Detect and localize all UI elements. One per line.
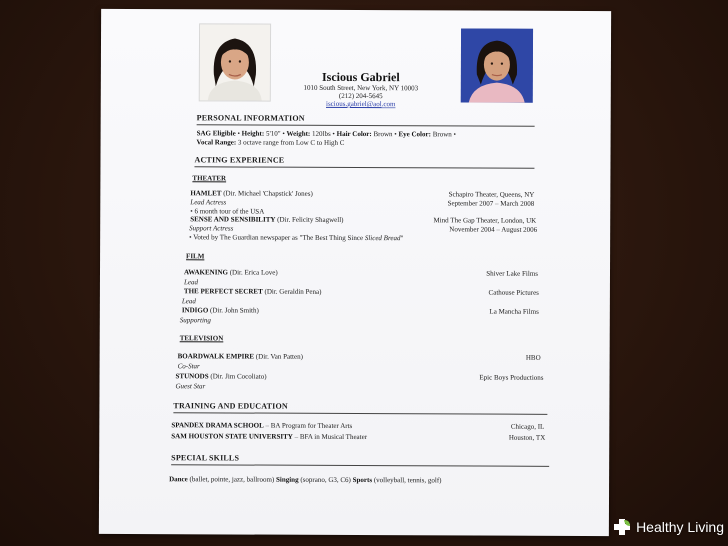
- special-skills-heading: SPECIAL SKILLS: [171, 453, 240, 463]
- tv-entry-title: BOARDWALK EMPIRE (Dir. Van Patten): [177, 352, 303, 361]
- training-entry: SAM HOUSTON STATE UNIVERSITY – BFA in Musical Theater: [171, 432, 368, 442]
- divider: [173, 412, 547, 415]
- divider: [197, 124, 535, 126]
- tv-entry-role: Guest Star: [175, 382, 206, 391]
- email-link[interactable]: iscious.gabriel@aol.com: [325, 99, 396, 109]
- film-entry-title: INDIGO (Dir. John Smith): [181, 306, 259, 315]
- theater-entry-role: Support Actress: [189, 224, 234, 233]
- phone-line: (212) 204-5645: [338, 91, 383, 101]
- plus-leaf-icon: [612, 517, 632, 537]
- healthy-living-watermark: [612, 514, 724, 540]
- film-entry-role: Lead: [181, 297, 196, 306]
- special-skills-line: Dance (ballet, pointe, jazz, ballroom) Singing (soprano, G3, C6) Sports (volleyball, tennis, golf): [169, 475, 442, 485]
- personal-info-heading: PERSONAL INFORMATION: [196, 113, 305, 123]
- training-heading: TRAINING AND EDUCATION: [173, 401, 288, 411]
- resume-name: Iscious Gabriel: [321, 69, 400, 85]
- film-entry-title: THE PERFECT SECRET (Dir. Geraldin Pena): [183, 287, 322, 296]
- resume-paper: [99, 9, 611, 536]
- theater-entry-venue: Mind The Gap Theater, London, UK: [433, 216, 537, 225]
- tv-entry-title: STUNODS (Dir. Jim Cocoliato): [175, 372, 267, 381]
- passport-photo: [461, 28, 533, 102]
- divider: [194, 166, 534, 168]
- training-entry-location: Chicago, IL: [510, 422, 545, 431]
- theater-entry-dates: November 2004 – August 2006: [449, 225, 538, 234]
- film-entry-company: Shiver Lake Films: [486, 269, 539, 278]
- television-subheading: TELEVISION: [179, 334, 224, 343]
- film-entry-role: Lead: [183, 278, 198, 287]
- theater-subheading: THEATER: [192, 174, 227, 183]
- theater-entry-dates: September 2007 – March 2008: [447, 199, 535, 208]
- address-line: 1010 South Street, New York, NY 10003: [303, 83, 419, 93]
- training-entry-location: Houston, TX: [508, 433, 546, 442]
- theater-entry-title: SENSE AND SENSIBILITY (Dir. Felicity Shagwell): [190, 215, 344, 224]
- personal-info-line-1: SAG Eligible • Height: 5'10" • Weight: 120lbs • Hair Color: Brown • Eye Color: Brown •: [196, 129, 456, 139]
- acting-experience-heading: ACTING EXPERIENCE: [194, 155, 285, 165]
- theater-entry-venue: Schapiro Theater, Queens, NY: [448, 190, 535, 199]
- film-entry-role: Supporting: [179, 316, 211, 325]
- theater-entry-note: • Voted by The Guardian newspaper as "The Best Thing Since Sliced Bread": [189, 233, 404, 243]
- theater-entry-role: Lead Actress: [190, 198, 227, 207]
- watermark-text: Healthy Living: [636, 519, 724, 535]
- tv-entry-company: HBO: [525, 353, 541, 362]
- film-entry-company: Cathouse Pictures: [488, 288, 539, 297]
- divider: [171, 464, 549, 467]
- theater-entry-title: HAMLET (Dir. Michael 'Chapstick' Jones): [190, 189, 313, 198]
- film-entry-title: AWAKENING (Dir. Erica Love): [183, 268, 278, 277]
- training-entry: SPANDEX DRAMA SCHOOL – BA Program for Theater Arts: [171, 421, 353, 430]
- personal-info-line-2: Vocal Range: 3 octave range from Low C to High C: [196, 138, 345, 147]
- theater-entry-note: • 6 month tour of the USA: [190, 207, 265, 216]
- film-entry-company: La Mancha Films: [489, 307, 539, 316]
- tv-entry-role: Co-Star: [177, 362, 200, 371]
- tv-entry-company: Epic Boys Productions: [479, 373, 544, 382]
- film-subheading: FILM: [186, 252, 205, 261]
